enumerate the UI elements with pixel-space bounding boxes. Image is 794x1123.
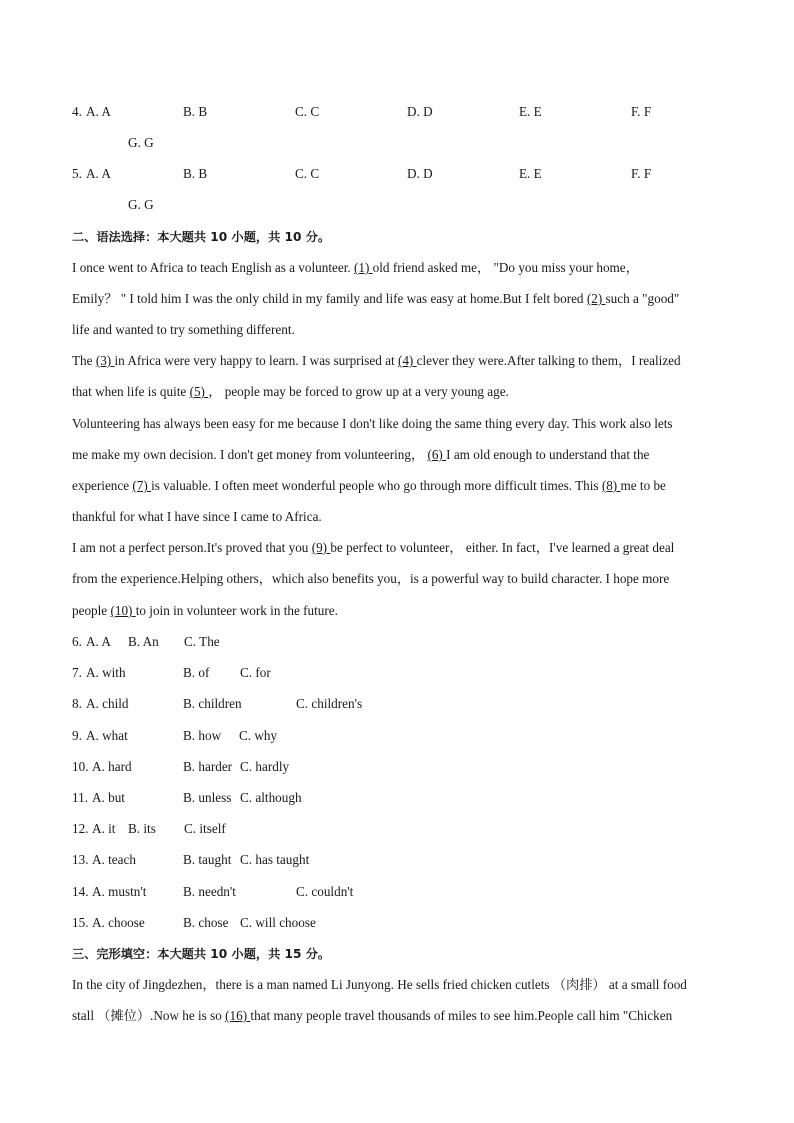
option-b: B. unless	[183, 790, 232, 805]
option-c: C. hardly	[240, 759, 290, 774]
option-b: B. children	[183, 696, 242, 711]
question-number: 13.	[72, 852, 89, 867]
passage-line: experience (7) is valuable. I often meet wonderful people who go through more difficult times. This (8) me to be	[72, 478, 666, 493]
passage-line: life and wanted to try something different.	[72, 322, 295, 337]
question-number: 15.	[72, 915, 89, 930]
option: D. D	[407, 166, 433, 181]
blank-marker: (9)	[311, 540, 331, 555]
question-number: 14.	[72, 884, 89, 899]
option-b: B. taught	[183, 852, 232, 867]
section-heading: 二、语法选择：本大题共 10 小题，共 10 分。	[72, 230, 331, 244]
passage-line: In the city of Jingdezhen，there is a man named Li Junyong. He sells fried chicken cutlets （肉排） at a small food	[72, 977, 687, 992]
option: F. F	[631, 104, 652, 119]
option-b: B. An	[128, 634, 159, 649]
option-a: A. mustn't	[92, 884, 147, 899]
blank-marker: (6)	[427, 447, 447, 462]
blank-marker: (3)	[95, 353, 115, 368]
option-c: C. The	[184, 634, 220, 649]
passage-line: people (10) to join in volunteer work in the future.	[72, 603, 338, 618]
option: D. D	[407, 104, 433, 119]
option: F. F	[631, 166, 652, 181]
option-c: C. itself	[184, 821, 226, 836]
passage-line: Volunteering has always been easy for me because I don't like doing the same thing every day. This work also lets	[72, 416, 673, 431]
question-number: 7.	[72, 665, 82, 680]
option-b: B. of	[183, 665, 210, 680]
option: C. C	[295, 166, 320, 181]
option-a: A. what	[86, 728, 128, 743]
option-a: A. but	[92, 790, 125, 805]
option-b: B. needn't	[183, 884, 236, 899]
blank-marker: (4)	[397, 353, 417, 368]
passage-line: The (3) in Africa were very happy to learn. I was surprised at (4) clever they were.After talking to them，I realized	[72, 353, 681, 368]
option-a: A. it	[92, 821, 116, 836]
option-c: C. for	[240, 665, 271, 680]
question-number: 9.	[72, 728, 82, 743]
question-number: 6.	[72, 634, 82, 649]
option-c: C. children's	[296, 696, 363, 711]
option-b: B. its	[128, 821, 156, 836]
option-b: B. chose	[183, 915, 229, 930]
option: E. E	[519, 104, 542, 119]
option-a: A. teach	[92, 852, 136, 867]
option-b: B. harder	[183, 759, 233, 774]
passage-line: stall （摊位）.Now he is so (16) that many people travel thousands of miles to see him.People call him "Chicken	[72, 1008, 673, 1023]
option-c: C. why	[239, 728, 278, 743]
option-c: C. couldn't	[296, 884, 354, 899]
passage-line: I once went to Africa to teach English as a volunteer. (1) old friend asked me， "Do you miss your home，	[72, 260, 639, 275]
option: A. A	[86, 104, 111, 119]
option-a: A. with	[86, 665, 126, 680]
passage-line: Emily？ " I told him I was the only child in my family and life was easy at home.But I felt bored (2) such a "good"	[72, 291, 680, 306]
blank-marker: (1)	[353, 260, 373, 275]
option: G. G	[128, 197, 154, 212]
question-number: 4.	[72, 104, 82, 119]
blank-marker: (5)	[189, 384, 209, 399]
option: B. B	[183, 104, 208, 119]
option-c: C. will choose	[240, 915, 316, 930]
option-b: B. how	[183, 728, 222, 743]
question-number: 10.	[72, 759, 89, 774]
question-number: 11.	[72, 790, 88, 805]
blank-marker: (2)	[586, 291, 606, 306]
blank-marker: (10)	[110, 603, 136, 618]
passage-line: me make my own decision. I don't get money from volunteering， (6) I am old enough to understand that the	[72, 447, 650, 462]
question-number: 5.	[72, 166, 82, 181]
passage-line: thankful for what I have since I came to Africa.	[72, 509, 322, 524]
blank-marker: (8)	[601, 478, 621, 493]
blank-marker: (16)	[225, 1008, 251, 1023]
passage-line: that when life is quite (5) ， people may be forced to grow up at a very young age.	[72, 384, 509, 399]
option-a: A. choose	[92, 915, 145, 930]
option-a: A. A	[86, 634, 111, 649]
question-number: 12.	[72, 821, 89, 836]
option: G. G	[128, 135, 154, 150]
option: C. C	[295, 104, 320, 119]
section-heading: 三、完形填空：本大题共 10 小题，共 15 分。	[72, 947, 331, 961]
blank-marker: (7)	[132, 478, 152, 493]
passage-line: I am not a perfect person.It's proved that you (9) be perfect to volunteer， either. In fact，I've learned a great deal	[72, 540, 675, 555]
question-number: 8.	[72, 696, 82, 711]
option: E. E	[519, 166, 542, 181]
option-a: A. child	[86, 696, 129, 711]
option-a: A. hard	[92, 759, 132, 774]
option-c: C. although	[240, 790, 302, 805]
option-c: C. has taught	[240, 852, 310, 867]
option: B. B	[183, 166, 208, 181]
option: A. A	[86, 166, 111, 181]
passage-line: from the experience.Helping others，which also benefits you，is a powerful way to build character. I hope more	[72, 571, 670, 586]
